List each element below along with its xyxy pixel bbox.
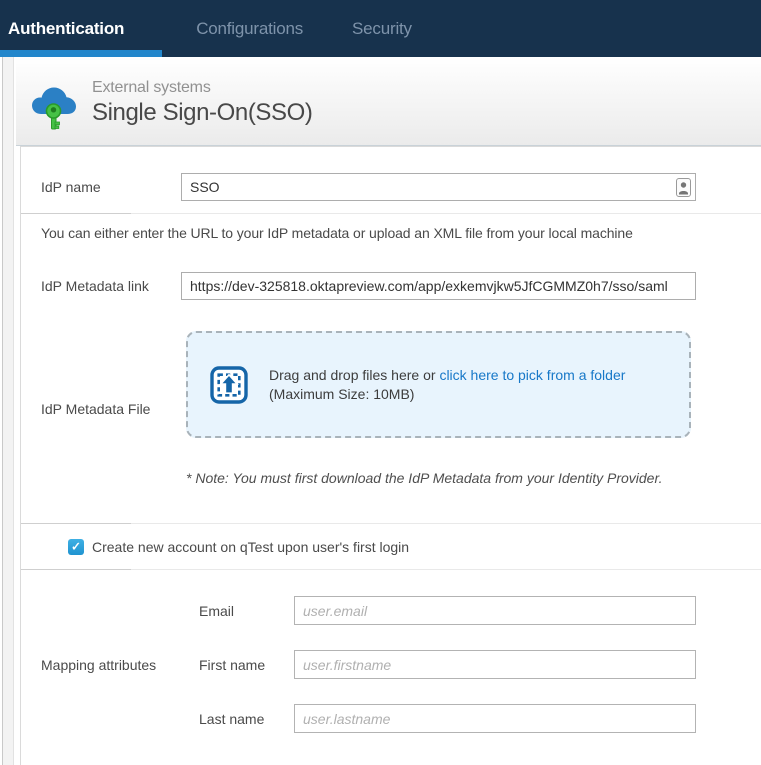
dropzone-text [269, 366, 625, 404]
idp-name-label: IdP name [41, 179, 101, 195]
left-panel-strip[interactable] [2, 57, 14, 765]
top-nav [0, 0, 761, 57]
metadata-link-label: IdP Metadata link [41, 278, 149, 294]
mapping-firstname-row [199, 650, 696, 679]
divider [21, 523, 761, 524]
metadata-link-input[interactable] [181, 272, 696, 300]
autofill-icon[interactable] [676, 178, 691, 197]
breadcrumb: External systems [92, 79, 211, 96]
create-account-checkbox[interactable] [68, 539, 84, 555]
idp-name-input[interactable] [181, 173, 696, 201]
lastname-input[interactable] [294, 704, 696, 733]
metadata-file-label: IdP Metadata File [41, 400, 151, 417]
page-titles [92, 79, 313, 127]
dropzone-instruction: Drag and drop files here or [269, 366, 440, 383]
tab-security[interactable]: Security [352, 18, 412, 38]
upload-icon [210, 366, 248, 404]
create-account-row [21, 524, 761, 569]
metadata-link-row [21, 272, 761, 300]
lastname-label: Last name [199, 710, 265, 727]
mapping-lastname-row [199, 704, 696, 733]
mapping-attributes-section [21, 596, 761, 733]
file-dropzone[interactable] [186, 331, 691, 438]
sso-form-panel [20, 146, 761, 765]
metadata-note: * Note: You must first download the IdP Metadata from your Identity Provider. [186, 470, 663, 486]
create-account-label: Create new account on qTest upon user's first login [92, 539, 410, 555]
page-header [16, 57, 761, 146]
firstname-label: First name [199, 656, 266, 673]
page-title: Single Sign-On(SSO) [92, 99, 313, 126]
sso-cloud-key-icon [30, 83, 78, 131]
idp-name-row [21, 173, 761, 201]
dropzone-size-hint: (Maximum Size: 10MB) [269, 385, 415, 402]
active-tab-indicator [0, 50, 162, 57]
divider [21, 213, 761, 214]
metadata-file-row [21, 331, 761, 486]
tab-authentication[interactable]: Authentication [8, 18, 125, 38]
email-input[interactable] [294, 596, 696, 625]
firstname-input[interactable] [294, 650, 696, 679]
checkmark-icon: ✓ [70, 539, 82, 554]
mapping-email-row [199, 596, 696, 625]
mapping-attributes-label: Mapping attributes [41, 656, 157, 673]
tab-configurations[interactable]: Configurations [196, 18, 304, 38]
email-label: Email [199, 602, 235, 619]
metadata-help-text: You can either enter the URL to your IdP metadata or upload an XML file from your local machine [41, 225, 633, 241]
pick-file-link[interactable]: click here to pick from a folder [439, 366, 626, 383]
divider [21, 569, 761, 570]
